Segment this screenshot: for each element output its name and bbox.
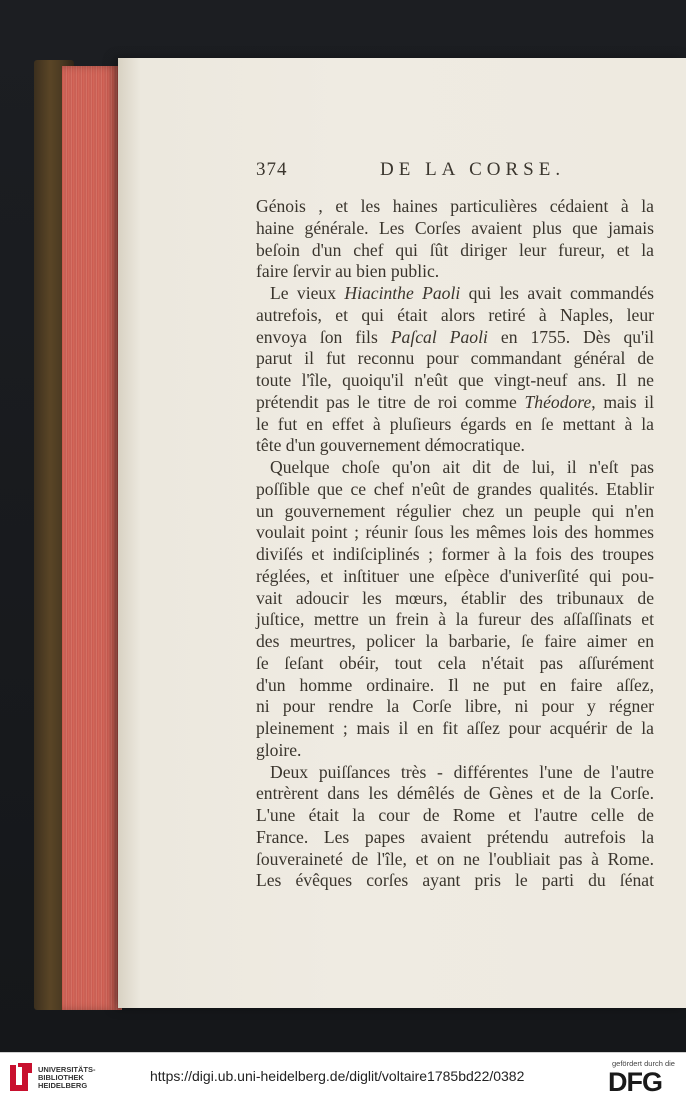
text-line: parut il fut reconnu pour commandant général de: [256, 348, 654, 369]
text-line: beſoin d'un chef qui ſût diriger leur fureur, et la: [256, 239, 654, 260]
text-line: L'une était la cour de Rome et l'autre celle de: [256, 805, 654, 825]
running-title: DE LA CORSE.: [380, 159, 566, 180]
text-line: entrèrent dans les démêlés de Gènes et de la Corſe.: [256, 783, 654, 804]
body-text: [256, 196, 654, 892]
text-line: d'un homme ordinaire. Il ne put en faire aſſez,: [256, 674, 654, 695]
text-line: voulait point ; réunir ſous les mêmes lois des hommes: [256, 522, 654, 543]
funded-by-label: gefördert durch die: [612, 1059, 675, 1068]
viewer-footer: [0, 1052, 686, 1101]
text-line: faire ſervir au bien public.: [256, 261, 440, 282]
text-line: Les évêques corſes ayant pris le parti du ſénat: [256, 870, 654, 891]
text-line: Génois , et les haines particulières cédaient à la: [256, 196, 654, 216]
text-line: réglées, et inſtituer une eſpèce d'univerſité qui pou-: [256, 565, 654, 586]
text-line: ſouveraineté de l'île, et on ne l'oubliait pas à Rome.: [256, 848, 654, 869]
text-line: vait adoucir les mœurs, établir des tribunaux de: [256, 587, 654, 608]
text-line: pleinement ; mais il en fit aſſez pour acquérir de la: [256, 718, 654, 738]
text-line: le fut en effet à pluſieurs égards en ſe mettant à la: [256, 413, 654, 434]
text-line: envoya ſon fils Paſcal Paoli en 1755. Dès qu'il: [256, 326, 655, 347]
text-line: toute l'île, quoiqu'il n'eût que vingt-neuf ans. Il ne: [256, 370, 654, 390]
text-line: ni pour rendre la Corſe libre, ni pour y régner: [256, 696, 654, 717]
text-line: ſe ſeſant obéir, tout cela n'était pas aſſurément: [256, 652, 654, 673]
text-line: Le vieux Hiacinthe Paoli qui les avait commandés: [270, 283, 654, 303]
dfg-logo[interactable]: DFG: [608, 1067, 662, 1097]
library-name: UNIVERSITÄTS- BIBLIOTHEK HEIDELBERG: [38, 1065, 96, 1090]
text-line: tête d'un gouvernement démocratique.: [256, 435, 525, 456]
text-line: Deux puiſſances très - différentes l'une de l'autre: [270, 761, 654, 782]
text-line: des meurtres, policer la barbarie, ſe faire aimer en: [256, 631, 654, 651]
text-line: prétendit pas le titre de roi comme Théodore, mais il: [256, 391, 654, 412]
text-line: diviſés et indiſciplinés ; former à la fois des troupes: [256, 544, 654, 564]
text-line: gloire.: [256, 739, 302, 760]
text-line: juſtice, mettre un frein à la fureur des aſſaſſinats et: [256, 609, 654, 630]
red-page-edges: [62, 66, 122, 1010]
text-line: haine générale. Les Corſes avaient plus que jamais: [256, 217, 654, 238]
page-number: 374: [256, 159, 288, 180]
text-line: Quelque choſe qu'on ait dit de lui, il n'eſt pas: [270, 457, 654, 477]
text-line: autrefois, et qui était alors retiré à Naples, leur: [256, 304, 654, 325]
text-line: poſſible que ce chef n'eût de grandes qualités. Etablir: [256, 478, 654, 499]
page-header: [256, 159, 656, 183]
text-line: France. Les papes avaient prétendu autrefois la: [256, 826, 654, 847]
permalink-url[interactable]: https://digi.ub.uni-heidelberg.de/diglit/voltaire1785bd22/0382: [150, 1068, 525, 1084]
text-line: un gouvernement régulier chez un peuple qui n'en: [256, 500, 654, 521]
university-library-logo-icon[interactable]: [8, 1061, 34, 1093]
